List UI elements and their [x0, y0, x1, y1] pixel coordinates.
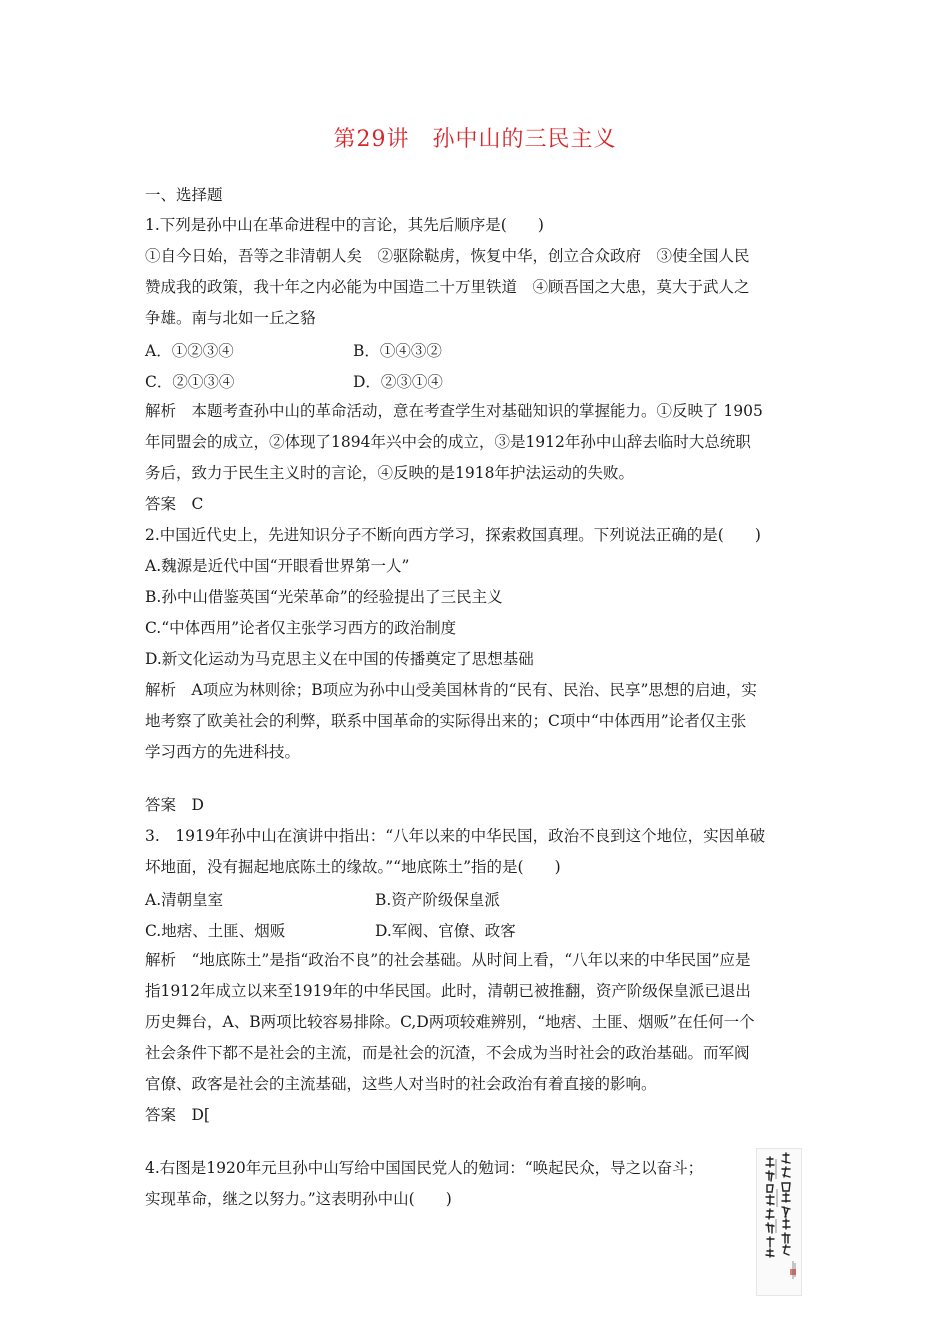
- question-2-option: C.“中体西用”论者仅主张学习西方的政治制度: [145, 619, 457, 637]
- question-1-analysis: 务后，致力于民生主义时的言论，④反映的是1918年护法运动的失败。: [145, 464, 634, 482]
- page-title: 第29讲 孙中山的三民主义: [333, 127, 617, 152]
- question-3-stem: 3. 1919年孙中山在演讲中指出：“八年以来的中华民国，政治不良到这个地位，实因单破: [145, 827, 766, 845]
- question-3-stem: 坏地面，没有掘起地底陈土的缘故。”“地底陈土”指的是( ): [145, 858, 561, 876]
- question-1-line: 赞成我的政策，我十年之内必能为中国造二十万里铁道 ④顾吾国之大患，莫大于武人之: [145, 278, 750, 296]
- option-a: A.清朝皇室: [145, 891, 224, 909]
- question-2-option: B.孙中山借鉴英国“光荣革命”的经验提出了三民主义: [145, 588, 503, 606]
- question-2-analysis: 地考察了欧美社会的利弊，联系中国革命的实际得出来的；C项中“中体西用”论者仅主张: [145, 712, 747, 730]
- question-2-option: A.魏源是近代中国“开眼看世界第一人”: [145, 557, 410, 575]
- calligraphy-drawing: [757, 1149, 801, 1295]
- option-c: C.地痞、土匪、烟贩: [145, 922, 286, 940]
- question-3-analysis: 解析 “地底陈土”是指“政治不良”的社会基础。从时间上看，“八年以来的中华民国”应是: [145, 951, 751, 969]
- question-2-option: D.新文化运动为马克思主义在中国的传播奠定了思想基础: [145, 650, 534, 668]
- question-3-analysis: 指1912年成立以来至1919年的中华民国。此时，清朝已被推翻，资产阶级保皇派已退出: [145, 982, 751, 1000]
- section-heading: 一、选择题: [145, 186, 223, 204]
- calligraphy-image: [756, 1148, 802, 1296]
- option-c: C．②①③④: [145, 373, 235, 391]
- option-d: D.军阀、官僚、政客: [375, 922, 516, 940]
- question-1-analysis: 解析 本题考查孙中山的革命活动，意在考查学生对基础知识的掌握能力。①反映了 1905: [145, 402, 763, 420]
- question-1-line: ①自今日始，吾等之非清朝人矣 ②驱除鞑虏，恢复中华，创立合众政府 ③使全国人民: [145, 247, 750, 265]
- question-2-answer: 答案 D: [145, 796, 204, 814]
- option-b: B．①④③②: [353, 342, 442, 360]
- question-3-analysis: 社会条件下都不是社会的主流，而是社会的沉渣，不会成为当时社会的政治基础。而军阀: [145, 1044, 750, 1062]
- question-1-answer: 答案 C: [145, 495, 204, 513]
- question-1-stem: 1.下列是孙中山在革命进程中的言论，其先后顺序是( ): [145, 216, 544, 234]
- question-2-analysis: 解析 A项应为林则徐；B项应为孙中山受美国林肯的“民有、民治、民享”思想的启迪，实: [145, 681, 757, 699]
- question-3-analysis: 官僚、政客是社会的主流基础，这些人对当时的社会政治有着直接的影响。: [145, 1075, 657, 1093]
- question-2-analysis: 学习西方的先进科技。: [145, 743, 301, 761]
- question-2-stem: 2.中国近代史上，先进知识分子不断向西方学习，探索救国真理。下列说法正确的是( ): [145, 526, 761, 544]
- question-1-analysis: 年同盟会的成立，②体现了1894年兴中会的成立，③是1912年孙中山辞去临时大总统职: [145, 433, 751, 451]
- option-d: D．②③①④: [353, 373, 443, 391]
- option-b: B.资产阶级保皇派: [375, 891, 500, 909]
- question-4-stem: 4.右图是1920年元旦孙中山写给中国国民党人的勉词：“唤起民众，导之以奋斗；: [145, 1159, 704, 1177]
- option-a: A．①②③④: [145, 342, 234, 360]
- question-4-stem: 实现革命，继之以努力。”这表明孙中山( ): [145, 1190, 452, 1208]
- question-1-line: 争雄。南与北如一丘之貉: [145, 309, 316, 327]
- question-3-analysis: 历史舞台，A、B两项比较容易排除。C,D两项较难辨别，“地痞、土匪、烟贩”在任何一个: [145, 1013, 755, 1031]
- question-3-answer: 答案 D[: [145, 1106, 210, 1124]
